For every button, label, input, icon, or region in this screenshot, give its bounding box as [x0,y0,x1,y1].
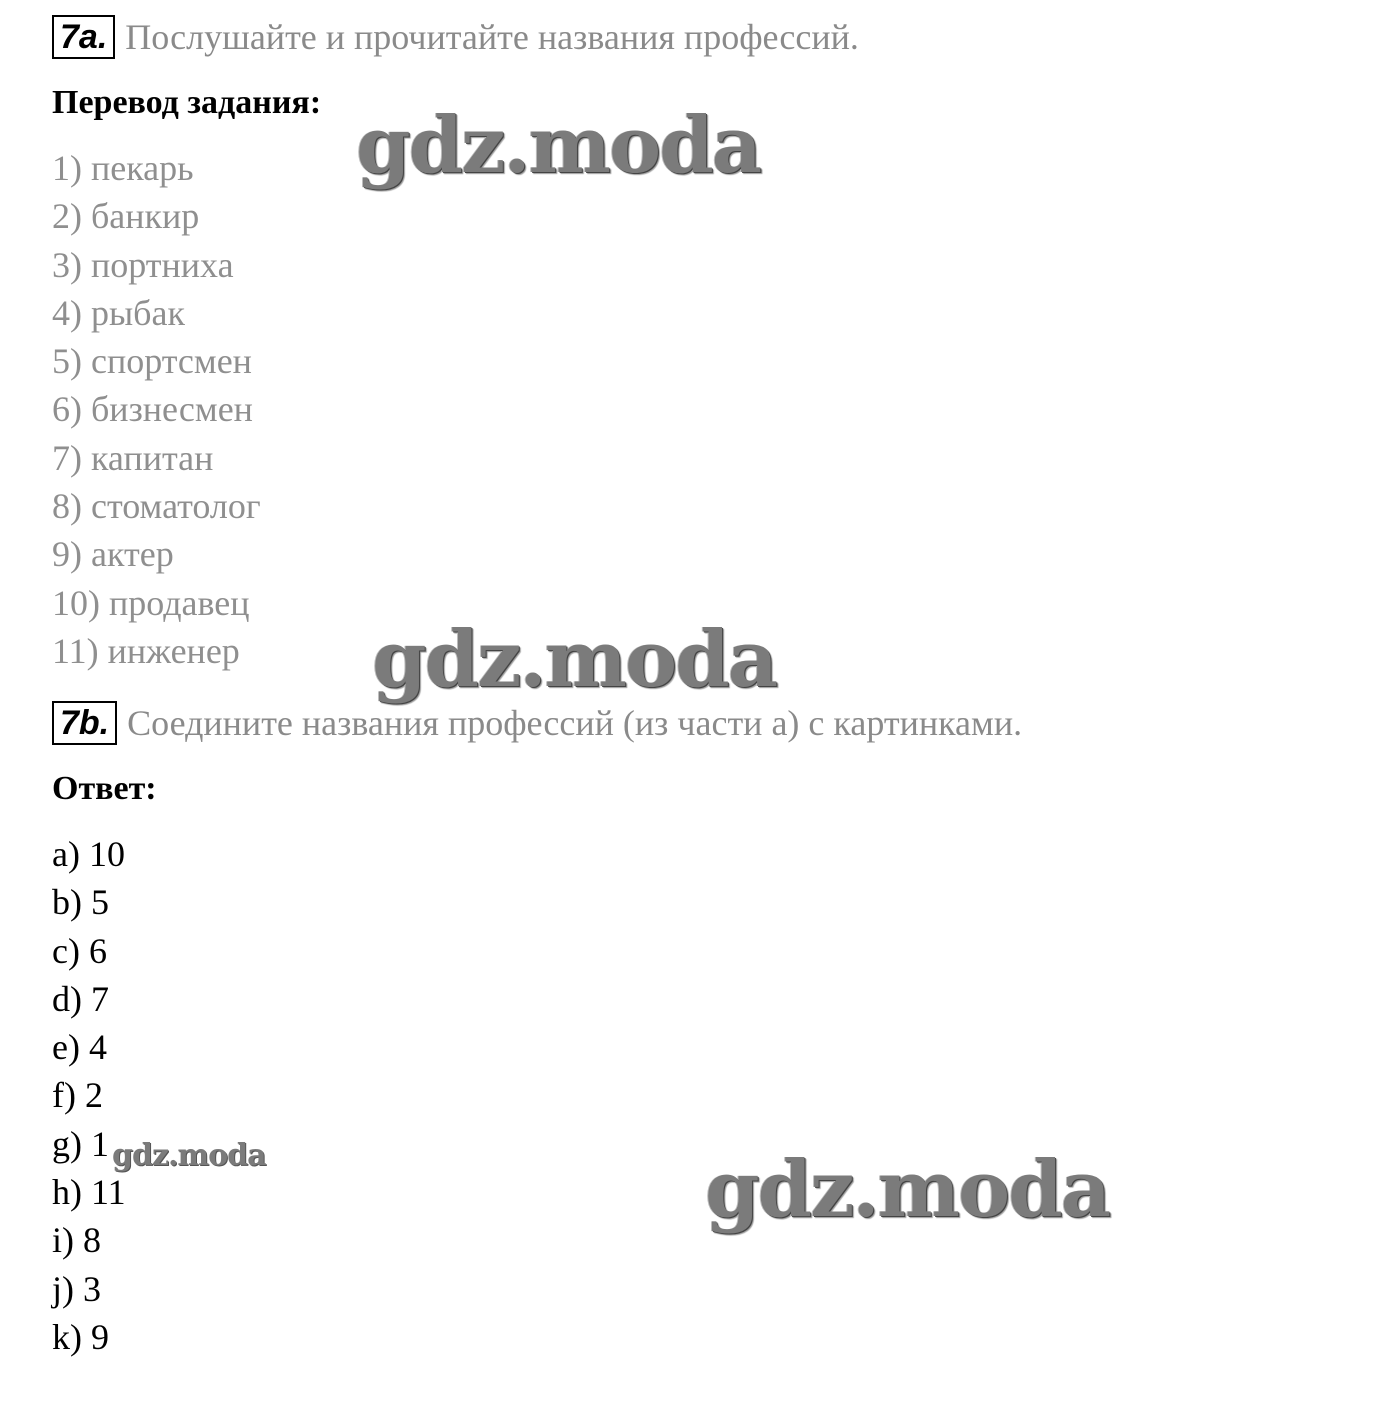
watermark-logo: gdz.moda [356,100,761,191]
answer-item: k) 9 [52,1316,109,1357]
task-7a-header [52,14,859,60]
translation-label: Перевод задания: [52,84,322,121]
task-7a-number: 7a. [52,15,115,59]
task-7b-header [52,700,1022,746]
list-item: 1) пекарь [52,148,194,188]
task-7b-instruction: Соедините названия профессий (из части а) с картинками. [127,703,1023,743]
answer-item: c) 6 [52,930,107,971]
list-item: 9) актер [52,534,174,575]
answer-label: Ответ: [52,770,157,807]
list-item: 2) банкир [52,196,200,237]
professions-list [52,144,261,675]
answer-item: d) 7 [52,978,109,1019]
task-7a-instruction: Послушайте и прочитайте названия профессий. [125,17,859,57]
list-item: 10) продавец [52,582,250,623]
list-item: 11) инженер [52,630,240,671]
list-item: 3) портниха [52,244,234,285]
watermark-logo: gdz.moda [112,1138,266,1173]
answer-item: b) 5 [52,882,109,923]
answer-item: g) 1 [52,1123,109,1164]
list-item: 5) спортсмен [52,341,252,382]
list-item: 4) рыбак [52,292,185,333]
list-item: 8) стоматолог [52,486,261,527]
list-item: 6) бизнесмен [52,389,253,430]
answer-item: j) 3 [52,1268,101,1309]
task-7b-number: 7b. [52,701,117,745]
watermark-logo: gdz.moda [372,614,777,705]
answer-item: e) 4 [52,1027,107,1068]
answer-item: a) 10 [52,834,125,874]
list-item: 7) капитан [52,437,214,478]
answers-list [52,830,126,1361]
answer-item: i) 8 [52,1220,101,1261]
answer-item: f) 2 [52,1075,103,1116]
answer-item: h) 11 [52,1172,126,1213]
watermark-logo: gdz.moda [705,1144,1110,1235]
